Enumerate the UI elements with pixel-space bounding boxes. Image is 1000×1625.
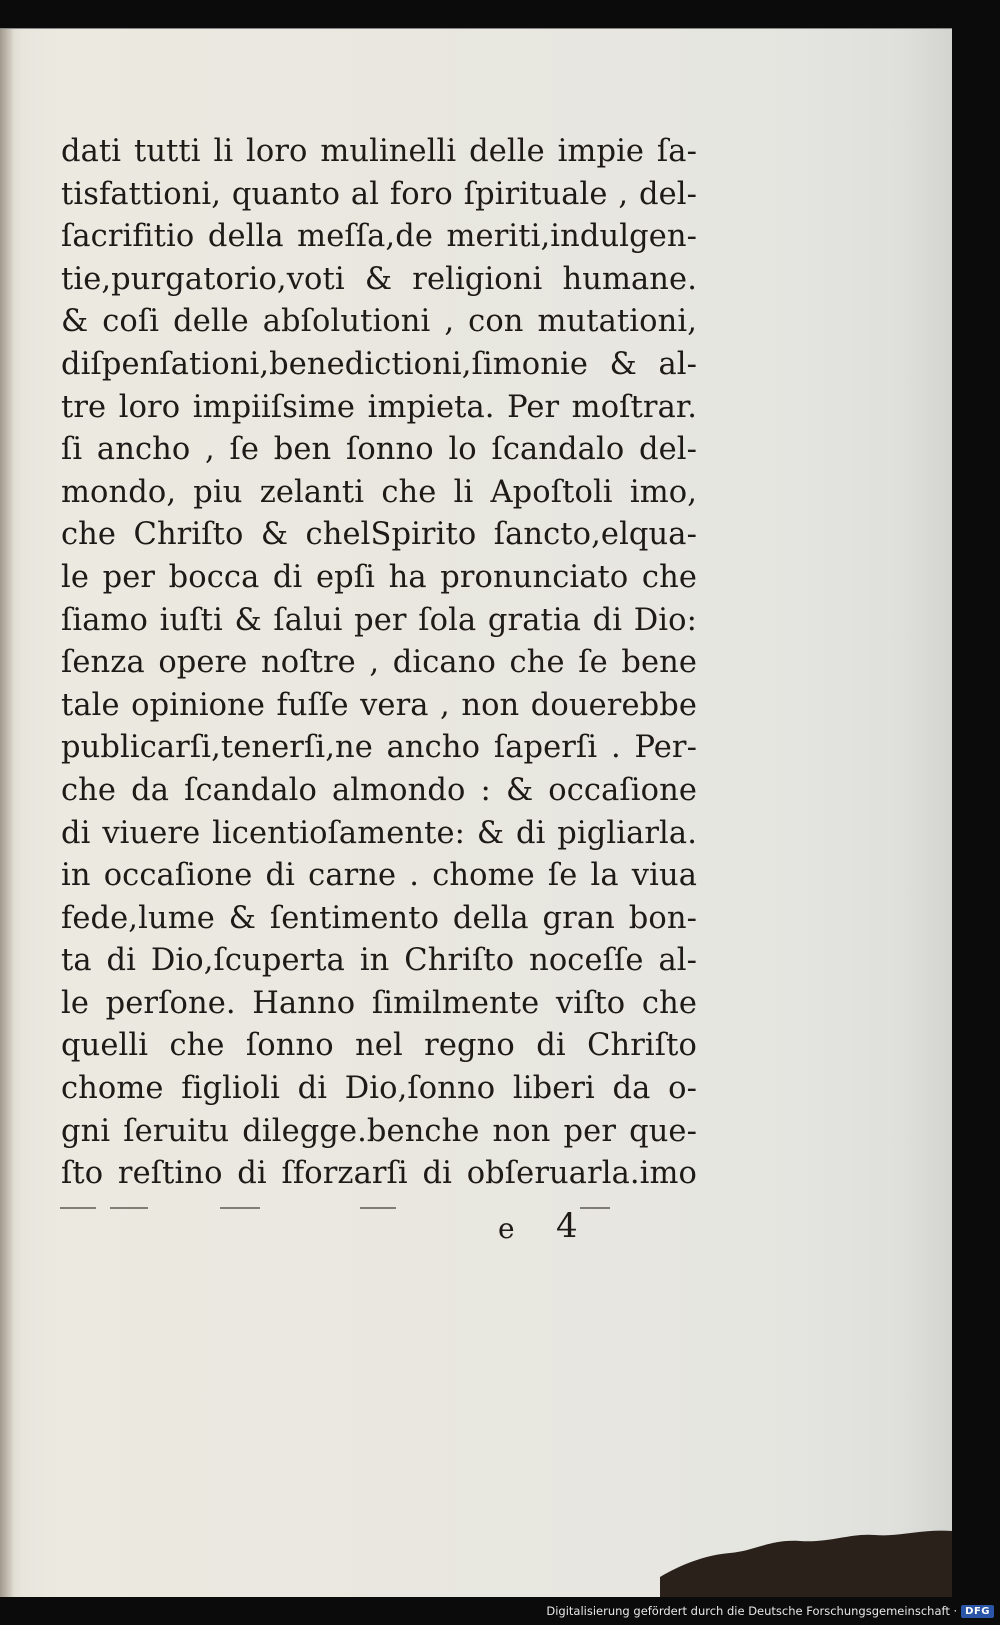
text-line: diſpenſationi,benedictioni,ſimonie & al- — [61, 346, 697, 382]
text-line: tie,purgatorio,voti & religioni humane. — [61, 261, 697, 297]
text-line: & coſi delle abſolutioni , con mutationi, — [61, 304, 697, 340]
text-line: ſacrifitio della meſſa,de meriti,indulgen- — [61, 219, 697, 255]
footer-printed-marks — [60, 1205, 690, 1211]
page-gutter-shadow — [0, 29, 14, 1597]
text-line: ſto reſtino di ſforzarſi di obſeruarla.imo — [61, 1156, 697, 1192]
dfg-logo-icon: DFG — [961, 1605, 994, 1618]
text-line: quelli che ſonno nel regno di Chriſto — [61, 1028, 697, 1064]
text-line: publicarſi,tenerſi,ne ancho ſaperſi . Per- — [61, 730, 697, 766]
text-line: le perſone. Hanno ſimilmente viſto che — [61, 985, 697, 1021]
text-line: tisfattioni, quanto al foro ſpirituale , del- — [61, 176, 697, 212]
text-line: ſenza opere noſtre , dicano che ſe bene — [61, 645, 697, 681]
signature-mark: e — [498, 1212, 515, 1245]
text-line: tre loro impiiſsime impieta. Per moſtrar. — [61, 389, 697, 425]
credit-text: Digitalisierung gefördert durch die Deutsche Forschungsgemeinschaft · — [546, 1604, 958, 1618]
text-line: mondo, piu zelanti che li Apoſtoli imo, — [61, 474, 697, 510]
text-line: gni ſeruitu dilegge.benche non per que- — [61, 1113, 697, 1149]
page-edge-damage — [660, 1525, 952, 1597]
text-line: ſiamo iuſti & ſalui per ſola gratia di Dio: — [61, 602, 697, 638]
page-text-block — [61, 131, 697, 1196]
text-line: di viuere licentioſamente: & di pigliarla. — [61, 815, 697, 851]
text-line: tale opinione fuſſe vera , non douerebbe — [61, 687, 697, 723]
text-line: le per bocca di epſi ha pronunciato che — [61, 559, 697, 595]
digitization-credit — [546, 1604, 994, 1618]
text-line: che Chriſto & chelSpirito ſancto,elqua- — [61, 517, 697, 553]
text-line: ta di Dio,ſcuperta in Chriſto noceſſe al- — [61, 943, 697, 979]
text-line: dati tutti li loro mulinelli delle impie ſa- — [61, 134, 697, 169]
text-line: in occaſione di carne . chome ſe la viua — [61, 858, 697, 894]
text-line: che da ſcandalo almondo : & occaſione — [61, 772, 697, 808]
text-line: ſi ancho , ſe ben ſonno lo ſcandalo del- — [61, 432, 697, 468]
text-line: fede,lume & ſentimento della gran bon- — [61, 900, 697, 936]
text-line: chome figlioli di Dio,ſonno liberi da o- — [61, 1071, 697, 1107]
page-number: 4 — [556, 1206, 578, 1246]
